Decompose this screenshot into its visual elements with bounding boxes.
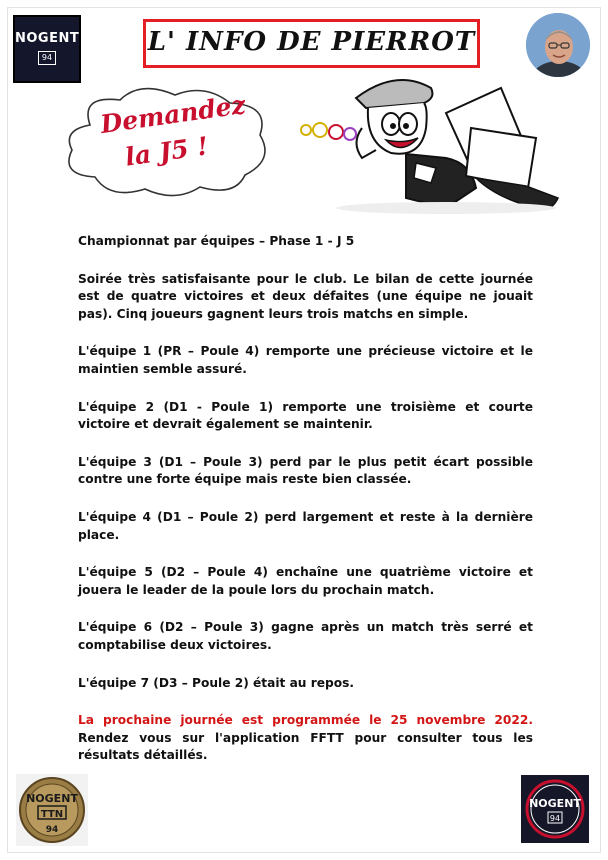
team-5-paragraph: L'équipe 5 (D2 – Poule 4) enchaîne une quatrième victoire et jouera le leader de la poule lors du prochain match. bbox=[78, 565, 533, 597]
team-4-paragraph: L'équipe 4 (D1 – Poule 2) perd largement et reste à la dernière place. bbox=[78, 509, 533, 542]
team-3-paragraph: L'équipe 3 (D1 – Poule 3) perd par le plus petit écart possible contre une forte équipe mais reste bien classée. bbox=[78, 454, 533, 487]
next-match-info: Rendez vous sur l'application FFTT pour consulter tous les résultats détaillés. bbox=[78, 730, 533, 763]
team-6-paragraph: L'équipe 6 (D2 – Poule 3) gagne après un match très serré et comptabilise deux victoires. bbox=[78, 620, 533, 652]
article-heading: Championnat par équipes – Phase 1 - J 5 bbox=[78, 234, 355, 248]
intro-paragraph: Soirée très satisfaisante pour le club. Le bilan de cette journée est de quatre victoires et deux défaites (une équipe ne jouait pas). Cinq joueurs gagnent leurs trois matchs en simple. bbox=[78, 271, 533, 321]
logo-bl-name: NOGENT bbox=[26, 792, 78, 805]
team-7-paragraph: L'équipe 7 (D3 – Poule 2) était au repos. bbox=[78, 675, 354, 690]
paperboy-illustration bbox=[296, 68, 564, 218]
logo-number: 94 bbox=[38, 51, 56, 65]
title-banner bbox=[143, 19, 480, 68]
team-1-paragraph: L'équipe 1 (PR – Poule 4) remporte une précieuse victoire et le maintien semble assuré. bbox=[78, 344, 533, 376]
club-logo-bottom-right bbox=[521, 775, 589, 843]
next-match-paragraph bbox=[78, 712, 533, 765]
team-2-paragraph: L'équipe 2 (D1 - Poule 1) remporte une troisième et courte victoire et devrait également se maintenir. bbox=[78, 399, 533, 432]
cloud-text-line1: Demandez bbox=[98, 89, 248, 140]
next-match-date: La prochaine journée est programmée le 25 novembre 2022. bbox=[78, 713, 533, 728]
page-title: L' INFO DE PIERROT bbox=[147, 27, 476, 57]
logo-name: NOGENT bbox=[15, 31, 80, 46]
logo-bl-number: 94 bbox=[45, 825, 59, 835]
logo-br-number: 94 bbox=[549, 814, 561, 823]
club-logo-bottom-left bbox=[16, 774, 88, 846]
logo-br-name: NOGENT bbox=[529, 797, 581, 810]
article-body bbox=[78, 233, 533, 765]
club-logo-top-left bbox=[13, 15, 81, 83]
cloud-text-line2: la J5 ! bbox=[123, 131, 210, 172]
logo-bl-mid: TTN bbox=[40, 809, 64, 820]
